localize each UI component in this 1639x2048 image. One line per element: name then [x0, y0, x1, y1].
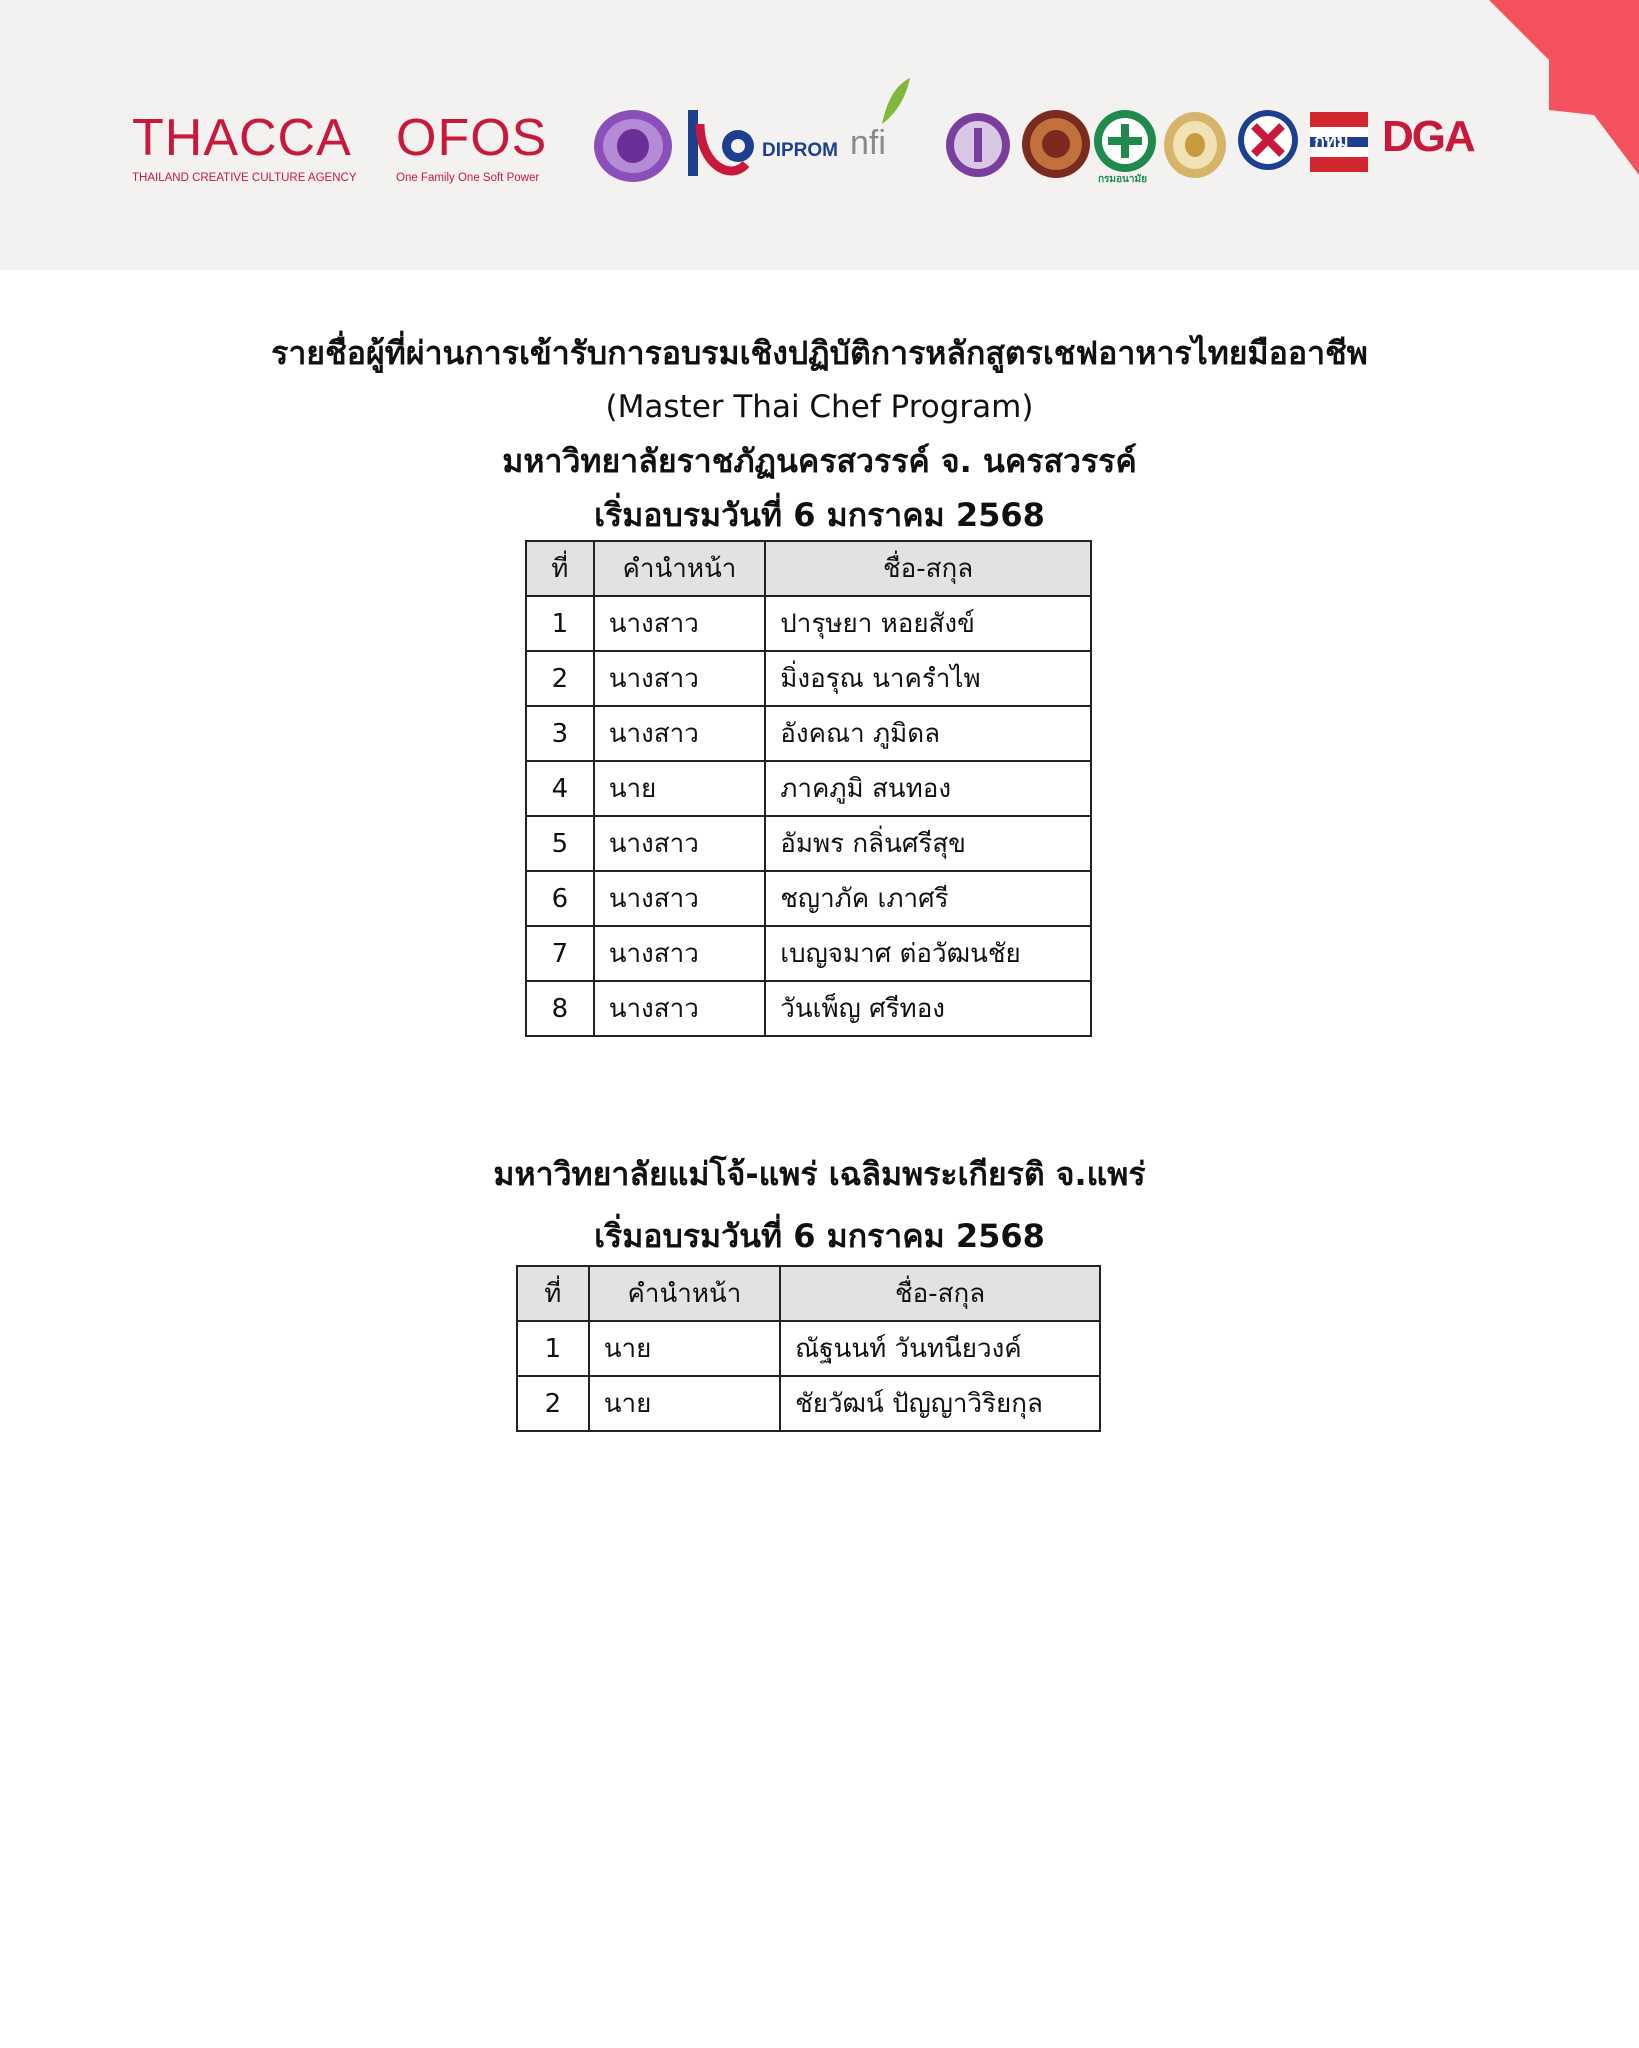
row-full-name: ชัยวัฒน์ ปัญญาวิริยกุล	[780, 1376, 1100, 1431]
table-row	[517, 1321, 1100, 1376]
row-prefix: นางสาว	[594, 871, 766, 926]
row-full-name: วันเพ็ญ ศรีทอง	[765, 981, 1091, 1036]
gold-seal-icon	[1162, 110, 1228, 180]
row-prefix: นางสาว	[594, 981, 766, 1036]
table-row	[517, 1376, 1100, 1431]
row-number: 3	[526, 706, 594, 761]
thacca-tagline: THAILAND CREATIVE CULTURE AGENCY	[132, 172, 357, 184]
roster-table-2	[516, 1265, 1101, 1432]
column-header-prefix: คำนำหน้า	[589, 1266, 780, 1321]
thacca-wordmark: THACCA	[132, 109, 352, 167]
row-number: 6	[526, 871, 594, 926]
thacca-logo	[132, 109, 372, 184]
row-prefix: นาย	[589, 1321, 780, 1376]
document-heading	[0, 326, 1639, 542]
row-prefix: นางสาว	[594, 596, 766, 651]
row-number: 2	[517, 1376, 589, 1431]
table-header-row	[526, 541, 1091, 596]
row-number: 5	[526, 816, 594, 871]
section-2-heading	[0, 1143, 1639, 1267]
row-full-name: อัมพร กลิ่นศรีสุข	[765, 816, 1091, 871]
roster-table-1	[525, 540, 1092, 1037]
column-header-number: ที่	[526, 541, 594, 596]
row-number: 1	[517, 1321, 589, 1376]
row-full-name: ภาคภูมิ สนทอง	[765, 761, 1091, 816]
row-prefix: นางสาว	[594, 926, 766, 981]
row-full-name: เบญจมาศ ต่อวัฒนชัย	[765, 926, 1091, 981]
row-full-name: ชญาภัค เภาศรี	[765, 871, 1091, 926]
ofos-wordmark: OFOS	[396, 109, 548, 167]
table-row	[526, 596, 1091, 651]
column-header-name: ชื่อ-สกุล	[780, 1266, 1100, 1321]
row-full-name: ณัฐนนท์ วันทนียวงค์	[780, 1321, 1100, 1376]
table-header-row	[517, 1266, 1100, 1321]
ofos-tagline: One Family One Soft Power	[396, 172, 540, 184]
header-band	[0, 0, 1639, 270]
row-number: 2	[526, 651, 594, 706]
university-seal-icon	[1020, 108, 1092, 180]
document-title: รายชื่อผู้ที่ผ่านการเข้ารับการอบรมเชิงปฏิบัติการหลักสูตรเชฟอาหารไทยมืออาชีพ	[271, 334, 1368, 372]
row-full-name: อังคณา ภูมิดล	[765, 706, 1091, 761]
nfi-leaf-icon	[878, 76, 912, 126]
row-number: 1	[526, 596, 594, 651]
ofos-logo	[396, 109, 556, 184]
column-header-prefix: คำนำหน้า	[594, 541, 766, 596]
health-dept-icon	[1092, 108, 1158, 174]
section-1-start-date: เริ่มอบรมวันที่ 6 มกราคม 2568	[594, 496, 1045, 534]
nfi-wordmark: nfi	[850, 124, 886, 162]
row-prefix: นางสาว	[594, 816, 766, 871]
section-1-institution: มหาวิทยาลัยราชภัฏนครสวรรค์ จ. นครสวรรค์	[502, 442, 1137, 480]
section-2-start-date: เริ่มอบรมวันที่ 6 มกราคม 2568	[594, 1217, 1045, 1255]
row-prefix: นาย	[594, 761, 766, 816]
program-name: (Master Thai Chef Program)	[605, 389, 1034, 425]
row-full-name: ปารุษยา หอยสังข์	[765, 596, 1091, 651]
row-prefix: นางสาว	[594, 651, 766, 706]
row-full-name: มิ่งอรุณ นาครำไพ	[765, 651, 1091, 706]
bma-label: กทม	[1314, 131, 1349, 152]
column-header-number: ที่	[517, 1266, 589, 1321]
table-row	[526, 651, 1091, 706]
diprom-icon: DIPROM	[762, 140, 838, 161]
table-row	[526, 706, 1091, 761]
royal-seal-purple-icon	[944, 110, 1012, 180]
table-row	[526, 981, 1091, 1036]
table-row	[526, 926, 1091, 981]
table-row	[526, 761, 1091, 816]
column-header-name: ชื่อ-สกุล	[765, 541, 1091, 596]
section-2-institution: มหาวิทยาลัยแม่โจ้-แพร่ เฉลิมพระเกียรติ จ.แพร่	[493, 1155, 1146, 1193]
row-prefix: นาย	[589, 1376, 780, 1431]
dga-icon: DGA	[1382, 112, 1474, 161]
dip-gear-icon	[680, 104, 764, 188]
health-dept-label: กรมอนามัย	[1098, 174, 1147, 185]
tpqi-icon	[1236, 108, 1300, 172]
row-prefix: นางสาว	[594, 706, 766, 761]
ministry-seal-icon	[592, 108, 674, 184]
table-row	[526, 816, 1091, 871]
row-number: 8	[526, 981, 594, 1036]
row-number: 4	[526, 761, 594, 816]
table-row	[526, 871, 1091, 926]
row-number: 7	[526, 926, 594, 981]
